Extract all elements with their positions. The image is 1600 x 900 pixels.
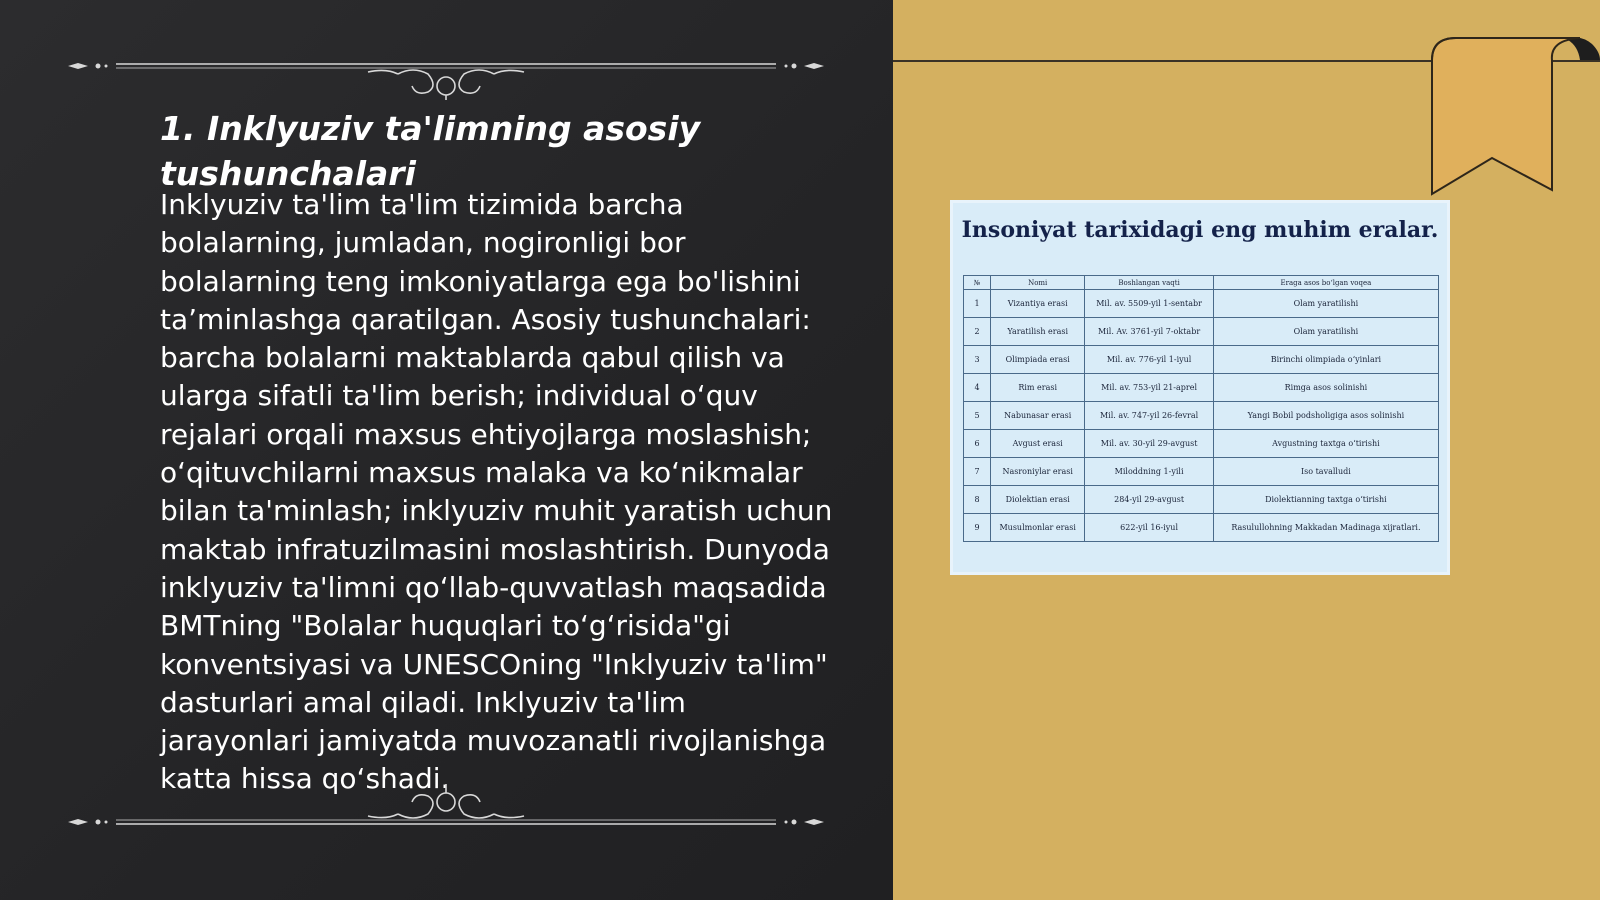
table-cell: Yangi Bobil podsholigiga asos solinishi [1213, 402, 1438, 430]
bookmark-ribbon-icon [1430, 34, 1600, 204]
table-cell: Olimpiada erasi [991, 346, 1085, 374]
table-cell: Rasulullohning Makkadan Madinaga xijratlari. [1213, 514, 1438, 542]
table-cell: 3 [964, 346, 991, 374]
table-cell: Mil. av. 776-yil 1-iyul [1085, 346, 1213, 374]
table-cell: Iso tavalludi [1213, 458, 1438, 486]
table-cell: Miloddning 1-yili [1085, 458, 1213, 486]
table-cell: Diolektianning taxtga o‘tirishi [1213, 486, 1438, 514]
table-cell: Mil. av. 5509-yil 1-sentabr [1085, 290, 1213, 318]
table-cell: Rimga asos solinishi [1213, 374, 1438, 402]
column-header: Boshlangan vaqti [1085, 276, 1213, 290]
table-cell: 622-yil 16-iyul [1085, 514, 1213, 542]
table-cell: Musulmonlar erasi [991, 514, 1085, 542]
table-row [964, 374, 1439, 402]
slide-title: 1. Inklyuziv ta'limning asosiy tushunchalari [160, 109, 701, 193]
table-row [964, 290, 1439, 318]
table-row [964, 402, 1439, 430]
table-cell: Yaratilish erasi [991, 318, 1085, 346]
figure-title: Insoniyat tarixidagi eng muhim eralar. [961, 217, 1439, 243]
slide-body-text: Inklyuziv ta'lim ta'lim tizimida barcha bolalarning, jumladan, nogironligi bor bolalarning teng imkoniyatlarga ega bo'lishini ta’minlashga qaratilgan. Asosiy tushunchalari: barcha bolalarni maktablarda qabul qilish va ularga sifatli ta'lim berish; individual o‘quv rejalari orqali maxsus ehtiyojlarga moslashish; o‘qituvchilarni maxsus malaka va ko‘nikmalar bilan ta'minlash; inklyuziv muhit yaratish uchun maktab infratuzilmasini moslashtirish. Dunyoda inklyuziv ta'limni qo‘llab-quvvatlash maqsadida BMTning "Bolalar huquqlari to‘g‘risida"gi konventsiyasi va UNESCOning "Inklyuziv ta'lim" dasturlari amal qiladi. Inklyuziv ta'lim jarayonlari jamiyatda muvozanatli rivojlanishga katta hissa qo‘shadi. [160, 188, 833, 796]
table-cell: Birinchi olimpiada o‘yinlari [1213, 346, 1438, 374]
table-header-row [964, 276, 1439, 290]
table-row [964, 486, 1439, 514]
table-row [964, 346, 1439, 374]
table-cell: 5 [964, 402, 991, 430]
table-cell: Rim erasi [991, 374, 1085, 402]
column-header: № [964, 276, 991, 290]
table-cell: 284-yil 29-avgust [1085, 486, 1213, 514]
eras-table [963, 275, 1439, 542]
table-row [964, 458, 1439, 486]
table-cell: 6 [964, 430, 991, 458]
table-cell: 1 [964, 290, 991, 318]
table-row [964, 430, 1439, 458]
bottom-flourish-divider [68, 778, 824, 838]
top-flourish-divider [68, 40, 824, 100]
table-cell: Nasroniylar erasi [991, 458, 1085, 486]
table-cell: 9 [964, 514, 991, 542]
table-row [964, 514, 1439, 542]
table-cell: Mil. Av. 3761-yil 7-oktabr [1085, 318, 1213, 346]
table-cell: Nabunasar erasi [991, 402, 1085, 430]
table-cell: Mil. av. 753-yil 21-aprel [1085, 374, 1213, 402]
column-header: Eraga asos bo‘lgan voqea [1213, 276, 1438, 290]
table-cell: Avgust erasi [991, 430, 1085, 458]
column-header: Nomi [991, 276, 1085, 290]
table-cell: 4 [964, 374, 991, 402]
table-cell: Avgustning taxtga o‘tirishi [1213, 430, 1438, 458]
table-cell: Olam yaratilishi [1213, 318, 1438, 346]
eras-table-image [950, 200, 1450, 575]
table-cell: Olam yaratilishi [1213, 290, 1438, 318]
table-row [964, 318, 1439, 346]
table-cell: 8 [964, 486, 991, 514]
table-cell: Vizantiya erasi [991, 290, 1085, 318]
table-cell: Diolektian erasi [991, 486, 1085, 514]
table-cell: 2 [964, 318, 991, 346]
table-cell: Mil. av. 30-yil 29-avgust [1085, 430, 1213, 458]
table-cell: Mil. av. 747-yil 26-fevral [1085, 402, 1213, 430]
table-cell: 7 [964, 458, 991, 486]
